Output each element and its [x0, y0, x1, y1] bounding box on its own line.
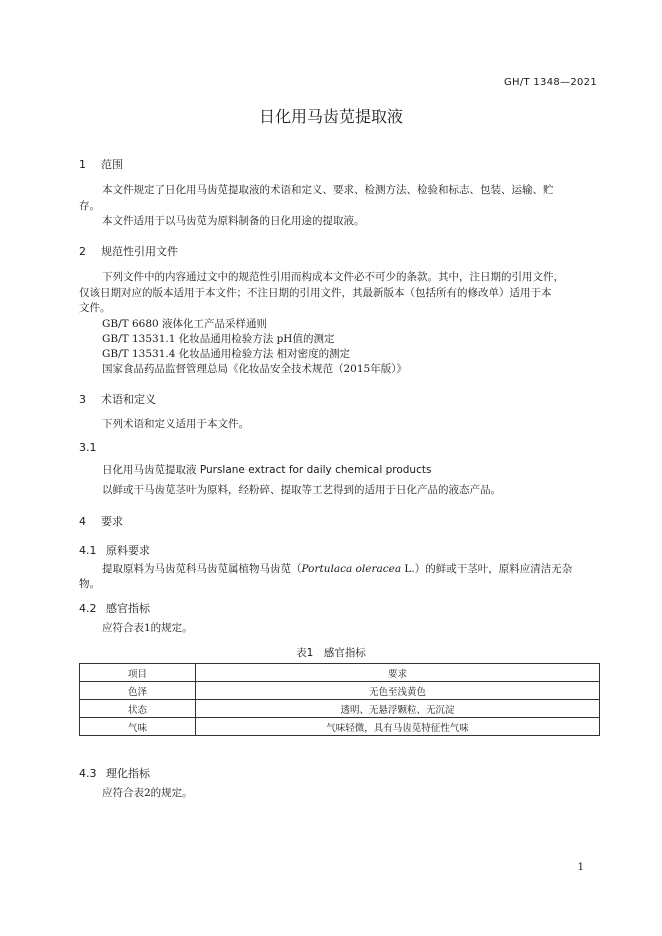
- paragraph: 应符合表1的规定。: [102, 622, 193, 634]
- term-definition: 以鲜或干马齿苋茎叶为原料，经粉碎、提取等工艺得到的适用于日化产品的液态产品。: [102, 484, 501, 496]
- paragraph: 下列文件中的内容通过文中的规范性引用而构成本文件必不可少的条款。其中，注日期的引用文件，: [102, 271, 564, 283]
- subsection-4-2-heading: [79, 600, 150, 616]
- table-cell: 状态: [80, 700, 196, 718]
- paragraph: 本文件适用于以马齿苋为原料制备的日化用途的提取液。: [102, 215, 365, 227]
- section-number: 3: [79, 393, 86, 406]
- column-header: 要求: [196, 664, 600, 682]
- page-number: 1: [577, 862, 584, 873]
- sensory-table: [79, 663, 600, 736]
- subsection-title: 原料要求: [106, 544, 150, 557]
- term-number: 3.1: [79, 441, 97, 454]
- subsection-title: 理化指标: [106, 767, 150, 780]
- paragraph: 仅该日期对应的版本适用于本文件；不注日期的引用文件，其最新版本（包括所有的修改单）适用于本: [79, 287, 552, 299]
- table-caption: 表1 感官指标: [296, 647, 366, 659]
- table-header-row: [80, 664, 600, 682]
- subsection-number: 4.2: [79, 602, 97, 615]
- paragraph: 文件。: [79, 302, 111, 314]
- section-2-heading: [79, 243, 178, 259]
- paragraph: 存。: [79, 200, 100, 212]
- section-number: 1: [79, 158, 86, 171]
- section-3-heading: [79, 391, 156, 407]
- table-row: [80, 700, 600, 718]
- standard-number: GH/T 1348—2021: [503, 77, 597, 88]
- subsection-4-3-heading: [79, 765, 150, 781]
- paragraph: [102, 561, 572, 577]
- latin-name: Portulaca oleracea: [301, 563, 402, 575]
- subsection-number: 4.3: [79, 767, 97, 780]
- section-title: 规范性引用文件: [101, 245, 178, 258]
- column-header: 项目: [80, 664, 196, 682]
- section-title: 要求: [101, 515, 123, 528]
- section-title: 术语和定义: [101, 393, 156, 406]
- section-number: 4: [79, 515, 86, 528]
- table-cell: 气味: [80, 718, 196, 736]
- table-cell: 无色至浅黄色: [196, 682, 600, 700]
- section-title: 范围: [101, 158, 123, 171]
- document-title: 日化用马齿苋提取液: [258, 107, 403, 126]
- text-fragment: 提取原料为马齿苋科马齿苋属植物马齿苋（: [102, 563, 302, 575]
- term-title: 日化用马齿苋提取液 Purslane extract for daily chemical products: [102, 464, 432, 476]
- subsection-4-1-heading: [79, 542, 150, 558]
- subsection-number: 4.1: [79, 544, 97, 557]
- reference-item: GB/T 13531.1 化妆品通用检验方法 pH值的测定: [102, 333, 335, 345]
- paragraph: 下列术语和定义适用于本文件。: [102, 418, 249, 430]
- section-4-heading: [79, 513, 123, 529]
- section-1-heading: [79, 156, 123, 172]
- paragraph: 本文件规定了日化用马齿苋提取液的术语和定义、要求、检测方法、检验和标志、包装、运输、贮: [102, 184, 554, 196]
- table-cell: 透明、无悬浮颗粒、无沉淀: [196, 700, 600, 718]
- reference-item: GB/T 13531.4 化妆品通用检验方法 相对密度的测定: [102, 348, 351, 360]
- reference-item: GB/T 6680 液体化工产品采样通则: [102, 318, 268, 330]
- subsection-title: 感官指标: [106, 602, 150, 615]
- table-cell: 色泽: [80, 682, 196, 700]
- text-fragment: L.）的鲜或干茎叶，原料应清洁无杂: [401, 563, 573, 575]
- table-row: [80, 682, 600, 700]
- table-cell: 气味轻微，具有马齿苋特征性气味: [196, 718, 600, 736]
- paragraph: 物。: [79, 578, 100, 590]
- section-number: 2: [79, 245, 86, 258]
- paragraph: 应符合表2的规定。: [102, 787, 193, 799]
- table-row: [80, 718, 600, 736]
- reference-item: 国家食品药品监督管理总局《化妆品安全技术规范（2015年版）》: [102, 363, 407, 375]
